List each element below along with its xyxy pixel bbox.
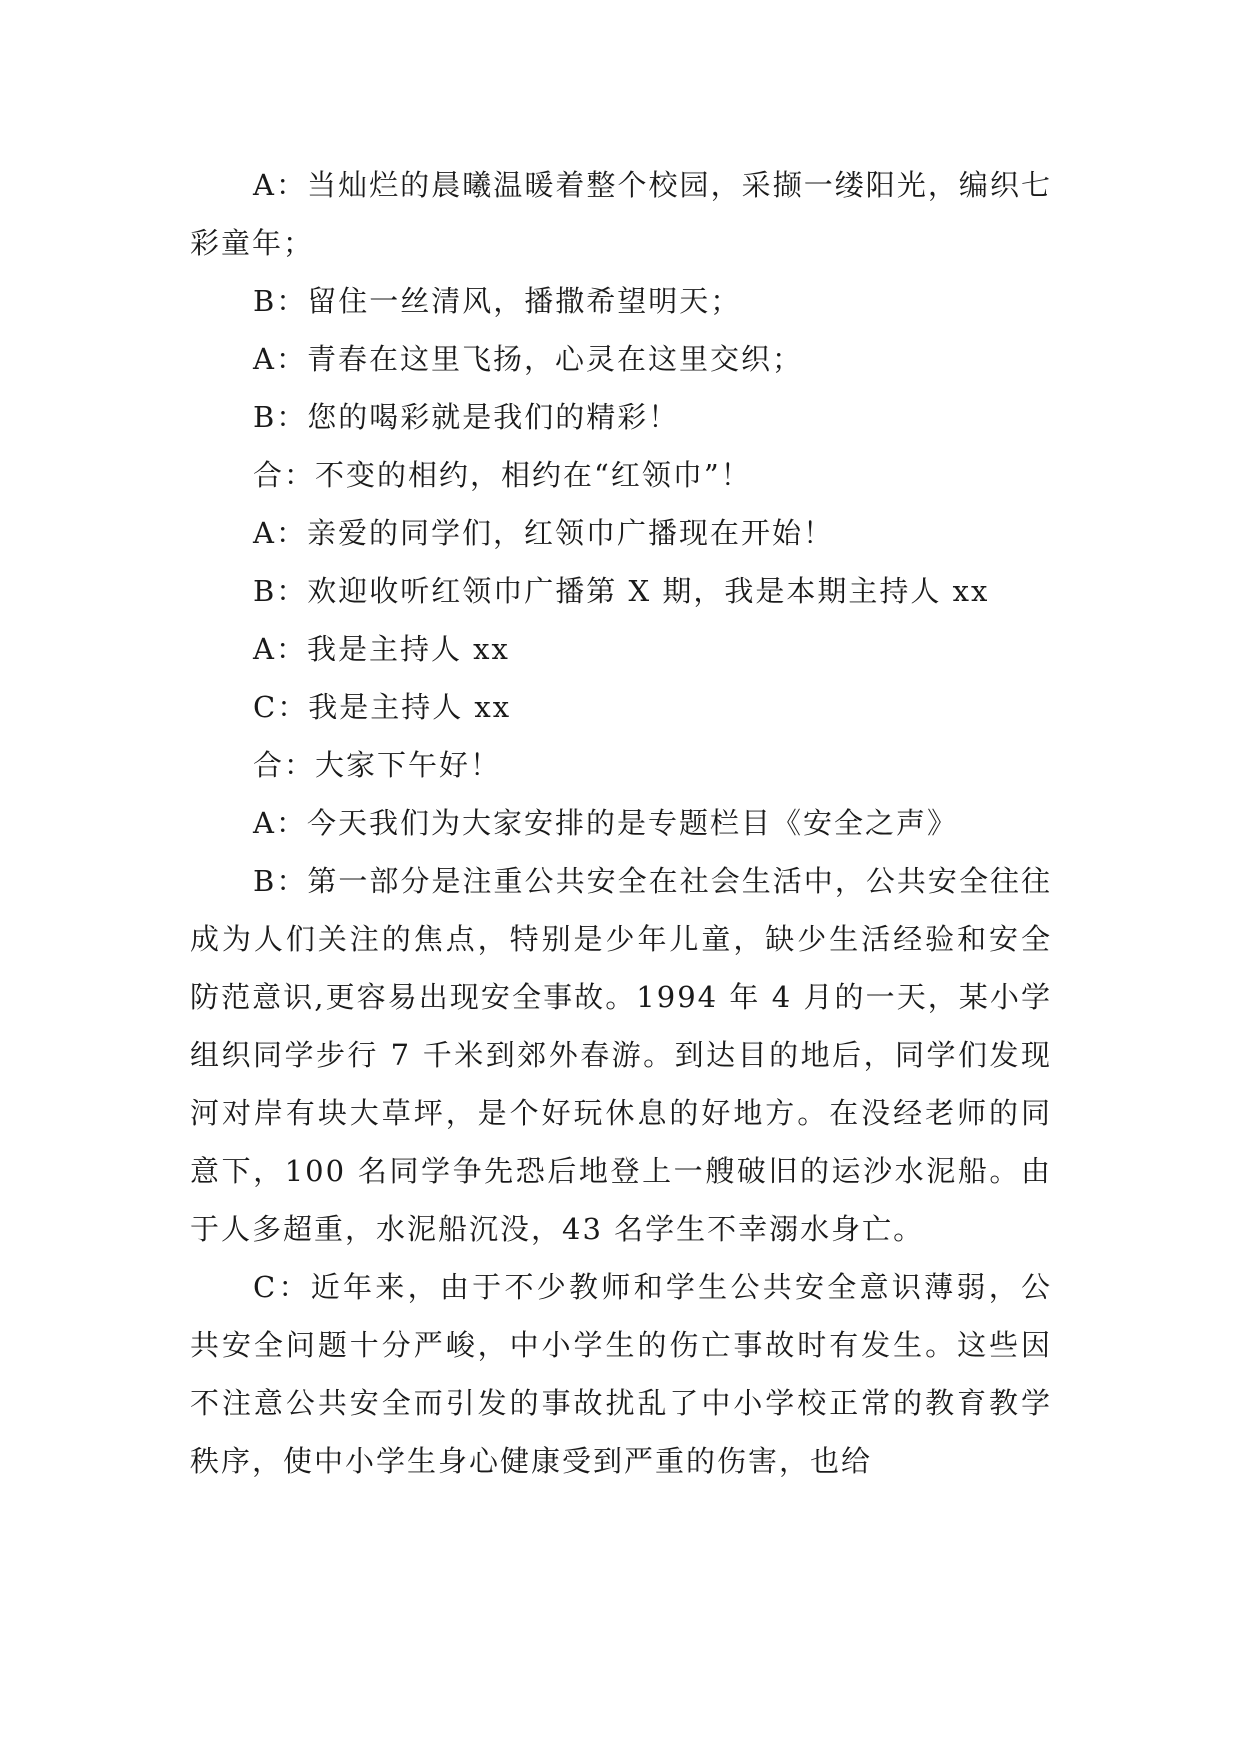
paragraph: B：您的喝彩就是我们的精彩！	[253, 400, 680, 434]
paragraph: B：第一部分是注重公共安全在社会生活中，公共安全往往成为人们关注的焦点，特别是少年儿童，缺少生活经验和安全防范意识,更容易出现安全事故。1994 年 4 月的一天，某小学组织同学步行 7 千米到郊外春游。到达目的地后，同学们发现河对岸有块大草坪，是个好玩休息的好地方。在没经老师的同意下，100 名同学争先恐后地登上一艘破旧的运沙水泥船。由于人多超重，水泥船沉没，43 名学生不幸溺水身亡。	[190, 864, 1052, 1246]
paragraph: A：今天我们为大家安排的是专题栏目《安全之声》	[253, 806, 958, 840]
paragraph: A：我是主持人 xx	[253, 632, 510, 666]
paragraph: A：亲爱的同学们，红领巾广播现在开始！	[253, 516, 834, 550]
paragraph: A：青春在这里飞扬，心灵在这里交织；	[253, 342, 803, 376]
paragraph: 合：大家下午好！	[253, 748, 502, 782]
paragraph: A：当灿烂的晨曦温暖着整个校园，采撷一缕阳光，编织七彩童年；	[190, 168, 1052, 260]
paragraph: C：我是主持人 xx	[253, 690, 512, 724]
paragraph: 合：不变的相约，相约在“红领巾”！	[253, 458, 752, 492]
paragraph: B：欢迎收听红领巾广播第 X 期，我是本期主持人 xx	[253, 574, 990, 608]
paragraph: C：近年来，由于不少教师和学生公共安全意识薄弱，公共安全问题十分严峻，中小学生的伤亡事故时有发生。这些因不注意公共安全而引发的事故扰乱了中小学校正常的教育教学秩序，使中小学生身心健康受到严重的伤害，也给	[190, 1270, 1052, 1478]
paragraph: B：留住一丝清风，播撒希望明天；	[253, 284, 742, 318]
document-body	[190, 156, 1052, 1490]
